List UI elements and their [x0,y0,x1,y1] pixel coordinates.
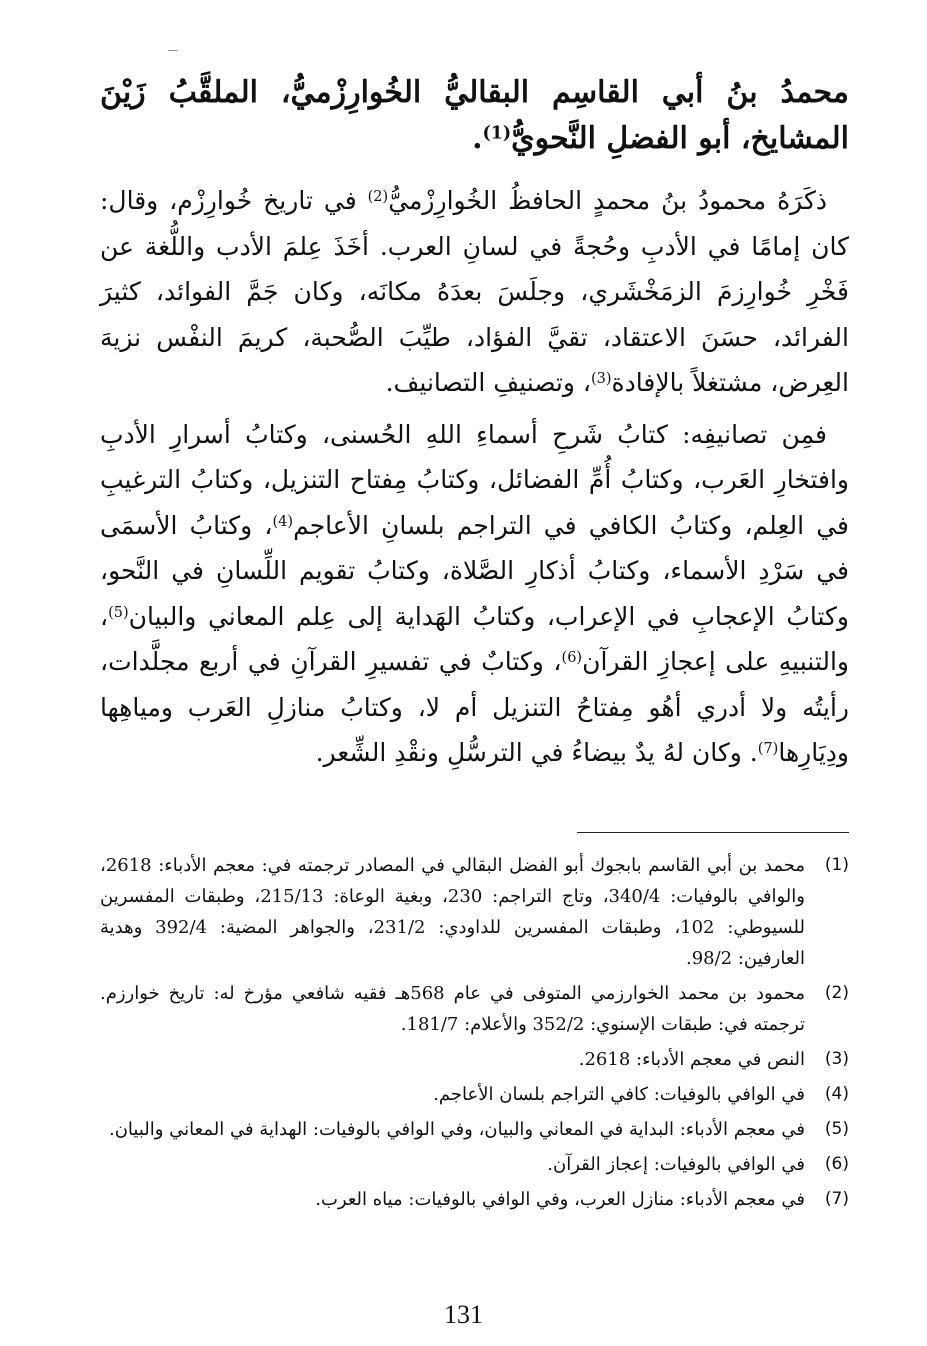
footnote-ref-2: (2) [367,189,389,206]
footnote-text: محمود بن محمد الخوارزمي المتوفى في عام 568هـ فقيه شافعي مؤرخ له: تاريخ خوارزم. ترجمته في: طبقات الإسنوي: 352/2 والأعلام: 181/7. [100,983,805,1035]
footnote-ref-5: (5) [108,604,129,621]
footnotes [100,850,849,1219]
footnote-number: (2) [824,983,849,1003]
footnote-number: (7) [824,1189,849,1209]
footnote-number: (5) [824,1119,849,1139]
footnote-number: (6) [824,1154,849,1174]
paragraph-1-text-c: ، وتصنيفِ التصانيف. [385,368,591,397]
scan-mark [168,50,178,51]
paragraph-2-text-e: . وكان لهُ يدٌ بيضاءُ في الترسُّلِ ونقْدِ الشِّعر. [315,738,758,767]
footnote-number: (1) [824,855,849,875]
footnote [100,1044,849,1075]
paragraph-2 [100,412,849,776]
footnote-text: في الوافي بالوفيات: كافي التراجم بلسان الأعاجم. [433,1084,805,1105]
footnote-ref-1: (1) [482,123,512,144]
footnote-divider [577,832,849,833]
paragraph-1-text-a: ذكَرَهُ محمودُ بنُ محمدٍ الحافظُ الخُوارِزْميُّ [388,186,827,215]
footnote-ref-6: (6) [561,650,583,667]
heading-title: محمدُ بنُ أبي القاسِم البقاليُّ الخُوارِزْميُّ، الملقَّبُ زَيْنَ المشايخ، أبو الفضلِ النَّحويُّ [100,75,849,156]
paragraph-2-text-b: ، وكتابُ الأسمَى في سَرْدِ الأسماء، وكتابُ أذكارِ الصَّلاة، وكتابُ تقويم اللِّسانِ في النَّحو، وكتابُ الإعجابِ في الإعراب، وكتابُ الهَداية إلى عِلم المعاني والبيان [100,510,849,631]
entry-heading [100,70,849,162]
heading-end: . [472,121,483,156]
footnote [100,1184,849,1215]
footnote-ref-3: (3) [590,371,612,388]
paragraph-2-text-a: فمِن تصانيفِه: كتابُ شَرحِ أسماءِ اللهِ الحُسنى، وكتابُ أسرارِ الأدبِ وافتخارِ العَرب، وكتابُ أُمِّ الفضائل، وكتابُ مِفتاح التنزيل، وكتابُ الترغيبِ في العِلم، وكتابُ الكافي في التراجم بلسانِ الأعاجم [100,419,849,540]
paragraph-2-text-d: ، وكتابٌ في تفسيرِ القرآنِ في أربع مجلَّدات، رأيتُه ولا أدري أهُو مِفتاحُ التنزيل أم لا، وكتابُ منازلِ العَرب ومياهِها ودِيَارِها [100,647,849,767]
paragraph-1-text-b: في تاريخ خُوارِزْم، وقال: كان إمامًا في الأدبِ وحُجةً في لسانِ العرب. أخَذَ عِلمَ الأدب واللُّغة عن فَخْرِ خُوارِزمَ الزمَخْشَري، وجلَسَ بعدَهُ مكانَه، وكان جَمَّ الفوائد، كثيرَ الفرائد، حسَنَ الاعتقاد، تقيَّ الفؤاد، طيِّبَ الصُّحبة، كريمَ النفْس نزيهَ العِرض، مشتغلاً بالإفادة [100,186,849,397]
footnote [100,1114,849,1145]
footnote-text: في الوافي بالوفيات: إعجاز القرآن. [547,1154,805,1175]
footnote-number: (4) [824,1084,849,1104]
paragraph-1 [100,178,849,406]
footnote-ref-7: (7) [757,741,779,758]
footnote [100,978,849,1040]
footnote-ref-4: (4) [272,513,294,530]
footnote-text: محمد بن أبي القاسم بابجوك أبو الفضل البقالي في المصادر ترجمته في: معجم الأدباء: 2618، والوافي بالوفيات: 340/4، وتاج التراجم: 230، وبغية الوعاة: 215/13، وطبقات المفسرين للسيوطي: 102، وطبقات المفسرين للداودي: 231/2، والجواهر المضية: 392/4 وهدية العارفين: 98/2. [100,855,805,969]
entry-body [100,178,849,776]
footnote-text: في معجم الأدباء: منازل العرب، وفي الوافي بالوفيات: مياه العرب. [315,1189,805,1210]
footnote-text: النص في معجم الأدباء: 2618. [578,1049,805,1070]
footnote [100,850,849,974]
footnote-number: (3) [824,1049,849,1069]
footnote [100,1079,849,1110]
footnote-text: في معجم الأدباء: البداية في المعاني والبيان، وفي الوافي بالوفيات: الهداية في المعاني والبيان. [108,1119,805,1140]
paragraph-2-text-c: ، والتنبيهِ على إعجازِ القرآن [100,601,849,676]
page-number: 131 [444,1300,483,1329]
footnote [100,1149,849,1180]
